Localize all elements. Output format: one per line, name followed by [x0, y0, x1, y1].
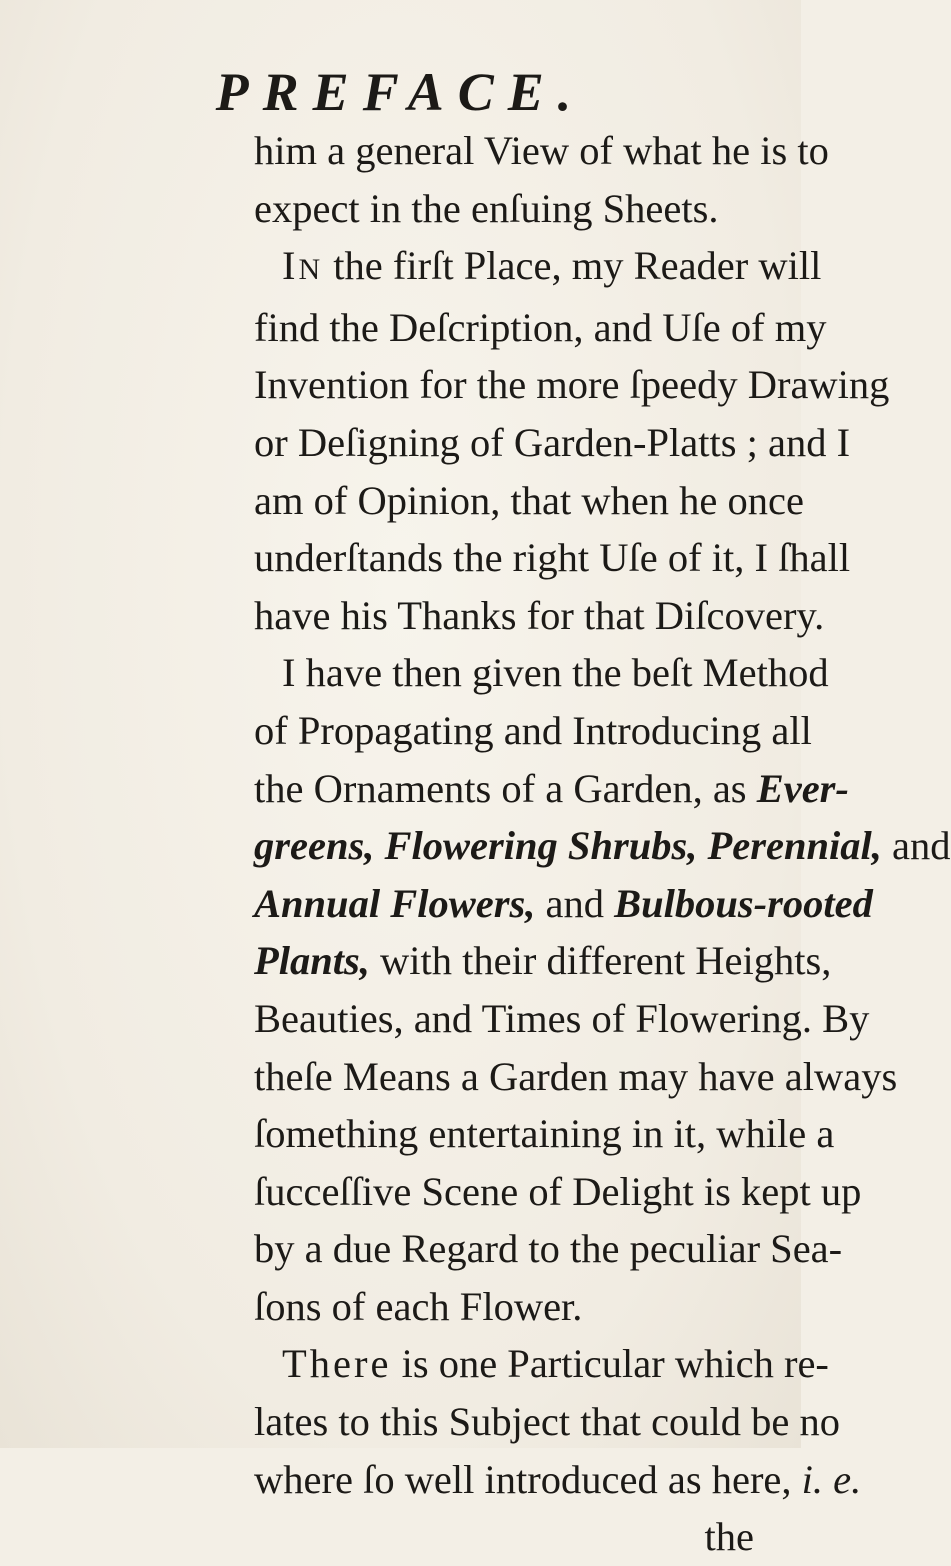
text-line: theſe Means a Garden may have always — [254, 1053, 898, 1099]
text-line: Invention for the more ſpeedy Drawing — [254, 362, 890, 408]
text-line: Annual Flowers, and Bulbous-rooted — [254, 880, 873, 926]
text-line: I have then given the beſt Method — [282, 650, 829, 696]
text-line: underſtands the right Uſe of it, I ſhall — [254, 535, 851, 581]
text-line: lates to this Subject that could be no — [254, 1399, 841, 1445]
lead-word: IN — [282, 243, 324, 289]
text-line: greens, Flowering Shrubs, Perennial, and — [254, 823, 951, 869]
text-line: or Deſigning of Garden-Platts ; and I — [254, 419, 851, 465]
text-line: ſucceſſive Scene of Delight is kept up — [254, 1168, 862, 1214]
text-line: There is one Particular which re- — [282, 1341, 829, 1387]
text-line: have his Thanks for that Diſcovery. — [254, 592, 825, 638]
lead-word: There — [282, 1341, 392, 1387]
text-line: ſomething entertaining in it, while a — [254, 1111, 835, 1157]
text-line: the Ornaments of a Garden, as Ever- — [254, 765, 849, 811]
text-line: expect in the enſuing Sheets. — [254, 185, 719, 231]
text-line: by a due Regard to the peculiar Sea- — [254, 1226, 843, 1272]
text-line: of Propagating and Introducing all — [254, 707, 812, 753]
page-header-title: PREFACE. — [215, 62, 586, 122]
text-line: am of Opinion, that when he once — [254, 477, 804, 523]
text-line: him a general View of what he is to — [254, 128, 829, 173]
text-line: Plants, with their different Heights, — [254, 938, 832, 984]
catchword: the — [704, 1514, 754, 1560]
text-line: ſons of each Flower. — [254, 1283, 583, 1329]
text-line: IN the firſt Place, my Reader will — [282, 243, 822, 289]
body-text — [254, 122, 951, 1566]
text-line: find the Deſcription, and Uſe of my — [254, 304, 827, 350]
text-line: Beauties, and Times of Flowering. By — [254, 995, 870, 1041]
text-line: where ſo well introduced as here, i. e. — [254, 1456, 862, 1502]
